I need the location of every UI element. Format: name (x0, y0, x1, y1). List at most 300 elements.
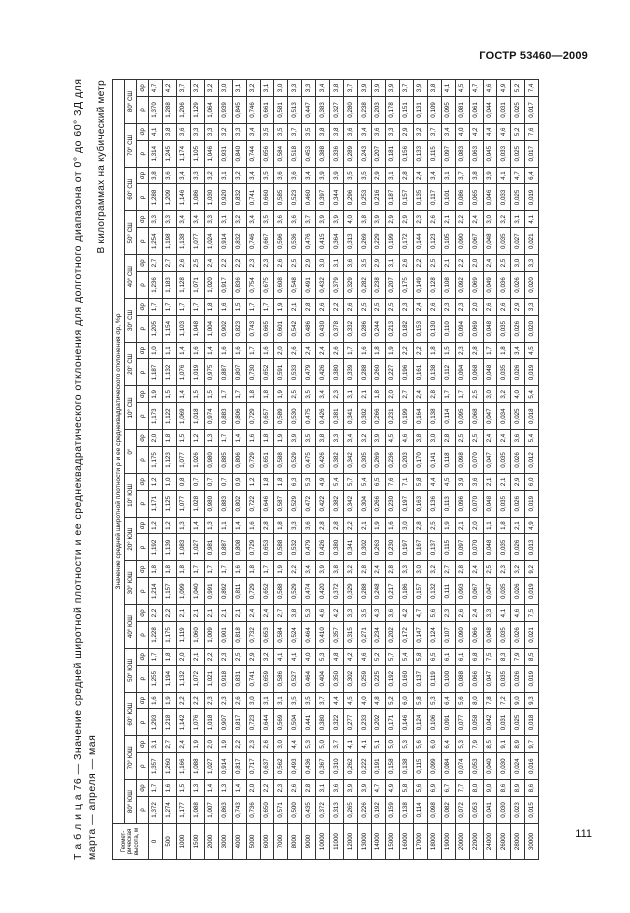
density-cell: 0,289 (344, 140, 358, 167)
deviation-cell: 6,0 (525, 474, 539, 491)
deviation-cell: 3,1 (260, 79, 274, 96)
density-cell: 0,288 (358, 359, 372, 386)
density-cell: 0,729 (246, 578, 260, 605)
density-cell: 0,070 (469, 446, 483, 473)
rho-subheader: ρ (137, 578, 149, 605)
density-cell: 0,159 (385, 796, 399, 823)
table-caption-continuation: марта — апреля — мая (86, 734, 98, 860)
density-cell: 0,114 (413, 796, 427, 823)
density-cell: 0,807 (232, 359, 246, 386)
deviation-cell: 3,5 (358, 605, 372, 622)
deviation-cell: 5,6 (413, 780, 427, 797)
density-cell: 0,153 (413, 315, 427, 342)
deviation-cell: 2,0 (204, 736, 218, 753)
deviation-cell: 5,8 (413, 692, 427, 709)
deviation-cell: 2,1 (511, 517, 525, 534)
density-cell: 0,137 (413, 665, 427, 692)
deviation-cell: 1,7 (149, 299, 163, 316)
density-cell: 0,383 (316, 96, 330, 123)
rho-subheader: ρ (137, 446, 149, 473)
deviation-cell: 3,9 (385, 79, 399, 96)
deviation-cell: 3,8 (316, 430, 330, 447)
density-cell: 1,274 (162, 796, 176, 823)
density-cell: 0,271 (358, 621, 372, 648)
deviation-cell: 2,9 (372, 255, 386, 272)
deviation-cell: 1,8 (162, 561, 176, 578)
sigma-subheader: σρ (137, 736, 149, 753)
sigma-subheader: σρ (137, 79, 149, 96)
rho-subheader: ρ (137, 140, 149, 167)
deviation-cell: 2,4 (372, 561, 386, 578)
density-cell: 0,524 (288, 621, 302, 648)
altitude-cell: 18000 (427, 824, 441, 860)
deviation-cell: 3,4 (176, 167, 190, 184)
deviation-cell: 3,1 (149, 736, 163, 753)
density-cell: 0,026 (511, 534, 525, 561)
density-cell: 0,072 (455, 796, 469, 823)
deviation-cell: 3,6 (330, 780, 344, 797)
density-cell: 0,322 (330, 709, 344, 736)
deviation-cell: 2,8 (441, 430, 455, 447)
deviation-cell: 1,2 (246, 474, 260, 491)
density-cell: 0,020 (525, 271, 539, 298)
deviation-cell: 3,5 (302, 692, 316, 709)
density-cell: 0,035 (497, 621, 511, 648)
table-row (399, 79, 413, 859)
density-cell: 0,030 (497, 753, 511, 780)
density-cell: 1,314 (149, 140, 163, 167)
deviation-cell: 4,0 (511, 386, 525, 403)
deviation-cell: 3,4 (176, 211, 190, 228)
density-cell: 0,187 (385, 184, 399, 211)
sigma-subheader: σρ (137, 649, 149, 666)
deviation-cell: 3,1 (385, 255, 399, 272)
altitude-cell: 28000 (511, 824, 525, 860)
density-cell: 0,288 (358, 578, 372, 605)
density-cell: 0,095 (455, 403, 469, 430)
density-cell: 0,138 (399, 796, 413, 823)
deviation-cell: 6,4 (525, 167, 539, 184)
deviation-cell: 3,9 (372, 79, 386, 96)
deviation-cell: 2,8 (302, 299, 316, 316)
table-row (525, 79, 539, 859)
deviation-cell: 3,9 (288, 430, 302, 447)
rho-subheader: ρ (137, 184, 149, 211)
density-cell: 0,914 (218, 228, 232, 255)
density-cell: 1,129 (190, 96, 204, 123)
table-row (441, 79, 455, 859)
deviation-cell: 2,8 (399, 167, 413, 184)
density-cell: 1,254 (149, 228, 163, 255)
density-cell: 0,186 (399, 578, 413, 605)
deviation-cell: 3,3 (330, 430, 344, 447)
density-cell: 0,109 (427, 96, 441, 123)
density-cell: 1,125 (162, 490, 176, 517)
density-cell: 0,061 (469, 96, 483, 123)
density-cell: 0,017 (525, 140, 539, 167)
table-row (218, 79, 232, 859)
density-cell: 0,035 (497, 315, 511, 342)
deviation-cell: 2,5 (288, 255, 302, 272)
altitude-cell: 26000 (497, 824, 511, 860)
density-cell: 1,288 (162, 96, 176, 123)
deviation-cell: 1,8 (372, 386, 386, 403)
density-cell: 0,341 (344, 403, 358, 430)
density-cell: 0,141 (427, 446, 441, 473)
density-cell: 1,192 (149, 534, 163, 561)
density-cell: 0,269 (358, 228, 372, 255)
deviation-cell: 3,2 (511, 561, 525, 578)
density-cell: 0,981 (204, 534, 218, 561)
density-cell: 0,090 (455, 228, 469, 255)
table-row (358, 79, 372, 859)
deviation-cell: 5,3 (427, 692, 441, 709)
deviation-cell: 1,8 (260, 386, 274, 403)
density-cell: 0,464 (302, 621, 316, 648)
density-cell: 0,070 (469, 490, 483, 517)
density-cell: 1,046 (204, 140, 218, 167)
deviation-cell: 5,4 (358, 474, 372, 491)
deviation-cell: 5,2 (511, 79, 525, 96)
density-cell: 0,225 (372, 665, 386, 692)
deviation-cell: 1,4 (232, 780, 246, 797)
density-cell: 0,113 (441, 490, 455, 517)
deviation-cell: 3,7 (302, 211, 316, 228)
deviation-cell: 5,3 (302, 474, 316, 491)
density-cell: 1,357 (149, 753, 163, 780)
deviation-cell: 1,7 (344, 342, 358, 359)
density-cell: 0,167 (413, 534, 427, 561)
deviation-cell: 3,1 (218, 211, 232, 228)
deviation-cell: 4,4 (483, 124, 497, 141)
deviation-cell: 3,5 (260, 167, 274, 184)
density-cell: 0,652 (260, 578, 274, 605)
deviation-cell: 1,4 (190, 517, 204, 534)
deviation-cell: 2,3 (455, 299, 469, 316)
density-cell: 0,646 (260, 490, 274, 517)
deviation-cell: 2,1 (455, 517, 469, 534)
deviation-cell: 2,5 (232, 649, 246, 666)
density-cell: 0,832 (232, 228, 246, 255)
density-cell: 0,025 (511, 96, 525, 123)
density-cell: 0,397 (316, 184, 330, 211)
density-cell: 0,015 (525, 796, 539, 823)
deviation-cell: 1,8 (149, 561, 163, 578)
latitude-header: 50° ЮШ (125, 649, 137, 693)
deviation-cell: 4,6 (316, 605, 330, 622)
latitude-header: 20° СШ (125, 342, 137, 386)
latitude-header: 10° СШ (125, 386, 137, 430)
density-cell: 0,030 (497, 796, 511, 823)
deviation-cell: 3,9 (455, 474, 469, 491)
density-cell: 0,382 (330, 446, 344, 473)
sigma-subheader: σρ (137, 255, 149, 272)
deviation-cell: 4,7 (149, 79, 163, 96)
density-cell: 0,653 (260, 534, 274, 561)
deviation-cell: 6,5 (372, 474, 386, 491)
deviation-cell: 3,3 (399, 561, 413, 578)
rho-subheader: ρ (137, 534, 149, 561)
density-cell: 0,040 (483, 753, 497, 780)
density-cell: 0,380 (330, 359, 344, 386)
density-cell: 0,202 (372, 709, 386, 736)
deviation-cell: 4,1 (497, 605, 511, 622)
density-cell: 0,475 (302, 403, 316, 430)
density-cell: 0,637 (260, 753, 274, 780)
density-cell: 0,472 (302, 490, 316, 517)
density-cell: 0,131 (413, 96, 427, 123)
deviation-cell: 3,8 (162, 124, 176, 141)
deviation-cell: 1,7 (176, 299, 190, 316)
density-cell: 0,099 (427, 753, 441, 780)
density-cell: 0,435 (302, 796, 316, 823)
density-cell: 0,596 (274, 228, 288, 255)
density-cell: 1,083 (176, 534, 190, 561)
density-cell: 0,112 (441, 359, 455, 386)
deviation-cell: 6,7 (441, 780, 455, 797)
deviation-cell: 9,0 (511, 692, 525, 709)
deviation-cell: 4,4 (330, 692, 344, 709)
deviation-cell: 2,6 (497, 299, 511, 316)
density-cell: 0,172 (399, 621, 413, 648)
density-cell: 0,336 (330, 140, 344, 167)
deviation-cell: 4,7 (469, 79, 483, 96)
sigma-subheader: σρ (137, 561, 149, 578)
deviation-cell: 2,6 (232, 692, 246, 709)
density-cell: 0,329 (344, 271, 358, 298)
density-cell: 0,426 (316, 534, 330, 561)
deviation-cell: 9,3 (525, 692, 539, 709)
deviation-cell: 2,4 (483, 255, 497, 272)
deviation-cell: 2,5 (497, 255, 511, 272)
deviation-cell: 1,5 (232, 299, 246, 316)
density-cell: 0,313 (344, 228, 358, 255)
deviation-cell: 3,8 (358, 211, 372, 228)
density-cell: 0,504 (288, 709, 302, 736)
density-cell: 0,203 (399, 446, 413, 473)
density-cell: 0,586 (274, 665, 288, 692)
density-cell: 0,081 (455, 96, 469, 123)
density-cell: 0,182 (399, 315, 413, 342)
deviation-cell: 4,7 (372, 780, 386, 797)
deviation-cell: 1,8 (497, 342, 511, 359)
density-cell: 1,132 (162, 359, 176, 386)
density-cell: 0,754 (246, 271, 260, 298)
density-cell: 1,177 (176, 796, 190, 823)
density-cell: 0,164 (413, 403, 427, 430)
density-cell: 1,183 (162, 271, 176, 298)
deviation-cell: 3,4 (246, 124, 260, 141)
rho-subheader: ρ (137, 709, 149, 736)
table-row (497, 79, 511, 859)
group-header: Значение средней широтной плотности ρ и ее среднеквадратического отклонения σρ, %ρ (113, 79, 125, 823)
deviation-cell: 3,5 (358, 167, 372, 184)
density-cell: 0,296 (344, 184, 358, 211)
deviation-cell: 2,9 (246, 649, 260, 666)
density-cell: 1,173 (149, 403, 163, 430)
density-cell: 0,657 (260, 403, 274, 430)
deviation-cell: 3,0 (274, 736, 288, 753)
deviation-cell: 3,3 (162, 211, 176, 228)
latitude-header: 80° СШ (125, 79, 137, 123)
deviation-cell: 4,6 (483, 79, 497, 96)
sigma-subheader: σρ (137, 124, 149, 141)
density-cell: 0,939 (218, 96, 232, 123)
deviation-cell: 3,9 (372, 211, 386, 228)
deviation-cell: 3,4 (344, 430, 358, 447)
density-cell: 0,529 (288, 578, 302, 605)
deviation-cell: 3,6 (385, 605, 399, 622)
deviation-cell: 2,6 (274, 255, 288, 272)
deviation-cell: 1,4 (176, 386, 190, 403)
density-cell: 0,035 (497, 490, 511, 517)
density-cell: 0,587 (274, 490, 288, 517)
deviation-cell: 6,8 (469, 649, 483, 666)
density-cell: 0,887 (218, 359, 232, 386)
density-cell: 0,527 (288, 665, 302, 692)
density-cell: 0,741 (246, 665, 260, 692)
deviation-cell: 2,4 (260, 605, 274, 622)
deviation-cell: 1,8 (274, 517, 288, 534)
deviation-cell: 3,2 (413, 124, 427, 141)
density-cell: 1,171 (149, 490, 163, 517)
density-cell: 0,202 (385, 621, 399, 648)
deviation-cell: 6,9 (427, 780, 441, 797)
density-cell: 0,147 (413, 621, 427, 648)
density-cell: 1,218 (162, 709, 176, 736)
density-cell: 0,091 (441, 709, 455, 736)
deviation-cell: 2,2 (413, 342, 427, 359)
density-cell: 0,744 (246, 140, 260, 167)
density-cell: 1,030 (204, 184, 218, 211)
density-cell: 0,026 (511, 271, 525, 298)
density-cell: 1,007 (204, 796, 218, 823)
density-cell: 0,130 (427, 315, 441, 342)
deviation-cell: 1,3 (218, 780, 232, 797)
deviation-cell: 6,3 (288, 474, 302, 491)
deviation-cell: 1,7 (190, 561, 204, 578)
density-cell: 0,234 (372, 621, 386, 648)
deviation-cell: 5,3 (302, 736, 316, 753)
density-cell: 0,024 (511, 753, 525, 780)
density-cell: 0,656 (260, 140, 274, 167)
deviation-cell: 7,8 (483, 692, 497, 709)
altitude-cell: 3000 (218, 824, 232, 860)
density-cell: 0,836 (232, 271, 246, 298)
density-cell: 0,542 (288, 315, 302, 342)
density-cell: 0,381 (330, 403, 344, 430)
density-cell: 0,172 (399, 228, 413, 255)
deviation-cell: 1,5 (441, 342, 455, 359)
density-cell: 0,066 (469, 621, 483, 648)
density-cell: 0,097 (455, 534, 469, 561)
density-cell: 0,536 (288, 228, 302, 255)
deviation-cell: 2,9 (511, 299, 525, 316)
density-cell: 0,532 (288, 534, 302, 561)
deviation-cell: 4,8 (330, 649, 344, 666)
density-cell: 1,119 (176, 621, 190, 648)
density-cell: 0,217 (385, 578, 399, 605)
altitude-cell: 1500 (190, 824, 204, 860)
deviation-cell: 5,3 (316, 649, 330, 666)
deviation-cell: 7,5 (525, 605, 539, 622)
density-cell: 1,077 (176, 446, 190, 473)
deviation-cell: 2,0 (469, 299, 483, 316)
density-cell: 0,095 (441, 96, 455, 123)
deviation-cell: 7,9 (511, 649, 525, 666)
density-cell: 0,339 (344, 359, 358, 386)
density-cell: 0,181 (385, 140, 399, 167)
deviation-cell: 2,3 (497, 561, 511, 578)
altitude-cell: 30000 (525, 824, 539, 860)
header-row-group (113, 79, 125, 859)
density-cell: 1,142 (176, 709, 190, 736)
density-cell: 0,025 (511, 184, 525, 211)
deviation-cell: 2,3 (441, 605, 455, 622)
deviation-cell: 2,4 (246, 605, 260, 622)
density-cell: 0,048 (483, 315, 497, 342)
density-cell: 0,151 (399, 96, 413, 123)
deviation-cell: 5,2 (511, 124, 525, 141)
sigma-subheader: σρ (137, 780, 149, 797)
deviation-cell: 1,5 (190, 386, 204, 403)
altitude-cell: 16000 (399, 824, 413, 860)
deviation-cell: 3,5 (302, 386, 316, 403)
rho-subheader: ρ (137, 796, 149, 823)
deviation-cell: 4,6 (511, 605, 525, 622)
deviation-cell: 2,1 (218, 605, 232, 622)
density-cell: 0,277 (344, 709, 358, 736)
density-cell: 0,053 (469, 796, 483, 823)
density-cell: 0,216 (372, 184, 386, 211)
latitude-header: 70° СШ (125, 124, 137, 168)
density-cell: 1,255 (149, 665, 163, 692)
deviation-cell: 4,5 (385, 430, 399, 447)
density-cell: 0,233 (358, 709, 372, 736)
sigma-subheader: σρ (137, 211, 149, 228)
density-cell: 1,293 (149, 709, 163, 736)
density-cell: 0,090 (455, 621, 469, 648)
density-cell: 0,133 (413, 140, 427, 167)
sigma-subheader: σρ (137, 299, 149, 316)
rho-subheader: ρ (137, 753, 149, 780)
density-cell: 0,086 (455, 184, 469, 211)
density-cell: 1,138 (176, 228, 190, 255)
deviation-cell: 1,7 (483, 342, 497, 359)
deviation-cell: 3,9 (372, 430, 386, 447)
deviation-cell: 2,3 (218, 649, 232, 666)
density-cell: 0,160 (399, 665, 413, 692)
density-table (112, 79, 539, 860)
density-cell: 0,892 (218, 578, 232, 605)
density-cell: 0,048 (483, 621, 497, 648)
deviation-cell: 1,6 (218, 342, 232, 359)
deviation-cell: 8,6 (497, 780, 511, 797)
density-cell: 0,652 (260, 359, 274, 386)
deviation-cell: 2,8 (358, 561, 372, 578)
deviation-cell: 3,5 (302, 430, 316, 447)
density-cell: 0,885 (218, 446, 232, 473)
deviation-cell: 2,6 (316, 299, 330, 316)
deviation-cell: 1,9 (441, 517, 455, 534)
density-cell: 0,031 (497, 96, 511, 123)
deviation-cell: 2,6 (427, 299, 441, 316)
density-cell: 0,262 (344, 753, 358, 780)
density-cell: 0,238 (358, 96, 372, 123)
deviation-cell: 3,8 (330, 124, 344, 141)
deviation-cell: 1,5 (204, 386, 218, 403)
density-cell: 0,474 (302, 578, 316, 605)
